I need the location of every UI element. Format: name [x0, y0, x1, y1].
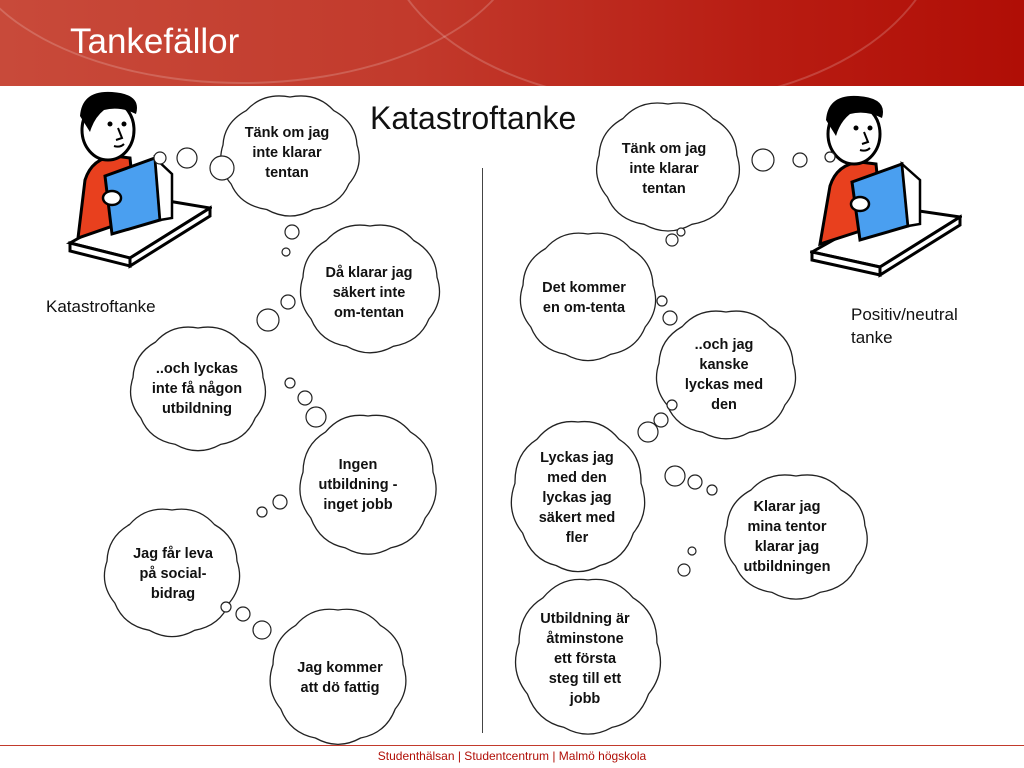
thought-dot: [282, 248, 290, 256]
right-thought-4: Lyckas jag med den lyckas jag säkert med fler: [538, 450, 616, 546]
thought-dot: [257, 507, 267, 517]
left-thought-4: Ingen utbildning - inget jobb: [318, 457, 398, 513]
thought-dot: [285, 378, 295, 388]
left-thought-3: ..och lyckas inte få någon utbildning: [151, 361, 243, 417]
thought-dot: [657, 296, 667, 306]
thought-dot: [688, 475, 702, 489]
left-thought-1: Tänk om jag inte klarar tentan: [244, 125, 330, 181]
thought-dot: [298, 391, 312, 405]
right-thought-2: Det kommer en om-tenta: [542, 280, 626, 316]
footer-text: Studenthälsan | Studentcentrum | Malmö högskola: [377, 749, 647, 763]
thought-dot: [707, 485, 717, 495]
left-figure-label: Katastroftanke: [46, 297, 156, 316]
left-thought-5: Jag får leva på social- bidrag: [133, 546, 213, 602]
thought-dot: [285, 225, 299, 239]
thought-dot: [677, 228, 685, 236]
thought-dot: [638, 422, 658, 442]
thought-dot: [253, 621, 271, 639]
thought-dot: [825, 152, 835, 162]
left-thought-6: Jag kommer att dö fattig: [297, 660, 383, 696]
right-thought-5: Klarar jag mina tentor klarar jag utbildningen: [743, 499, 831, 575]
thought-dot: [154, 152, 166, 164]
thought-dot: [281, 295, 295, 309]
thought-dot: [666, 234, 678, 246]
footer-divider: [0, 745, 1024, 746]
right-figure-label: Positiv/neutral tanke: [851, 305, 958, 347]
thought-dot: [688, 547, 696, 555]
thought-dot: [306, 407, 326, 427]
thought-dot: [177, 148, 197, 168]
thought-dot: [678, 564, 690, 576]
diagram-heading: Katastroftanke: [370, 100, 577, 136]
right-thought-1: Tänk om jag inte klarar tentan: [621, 141, 707, 197]
thought-dot: [665, 466, 685, 486]
thought-dot: [793, 153, 807, 167]
thought-dot: [236, 607, 250, 621]
thought-dot: [257, 309, 279, 331]
thought-dot: [273, 495, 287, 509]
right-thought-6: Utbildning är åtminstone ett första steg till ett jobb: [540, 611, 630, 707]
thought-dot: [752, 149, 774, 171]
thought-dot: [663, 311, 677, 325]
right-thought-3: ..och jag kanske lyckas med den: [684, 337, 764, 413]
left-thought-2: Då klarar jag säkert inte om-tentan: [325, 265, 413, 321]
page-title: Tankefällor: [70, 22, 240, 61]
